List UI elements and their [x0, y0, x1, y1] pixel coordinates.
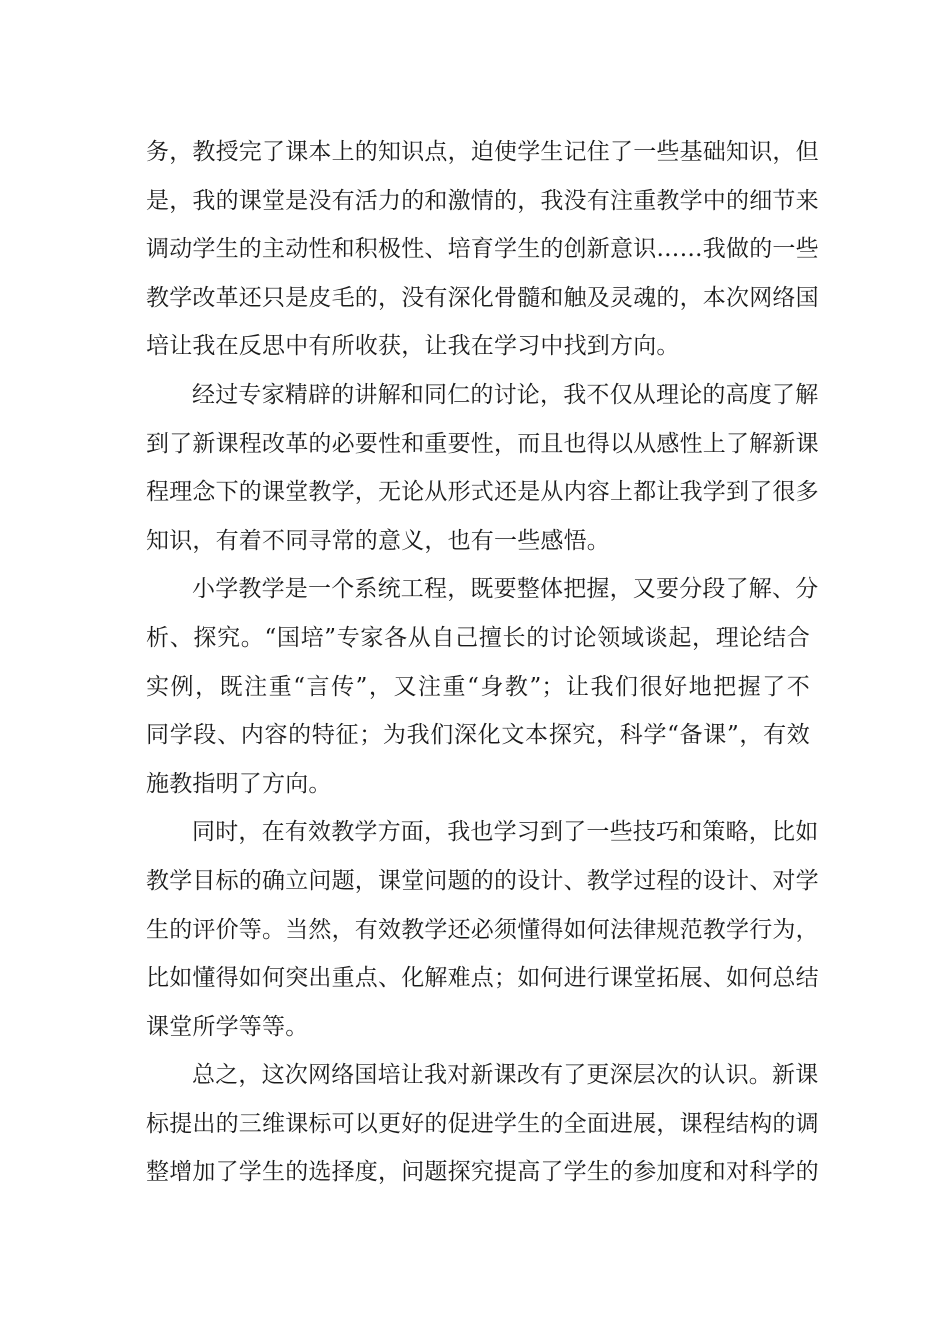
- text-line: 教学目标的确立问题，课堂问题的的设计、教学过程的设计、对学: [146, 867, 819, 894]
- paragraph-first-line: 总之，这次网络国培让我对新课改有了更深层次的认识。新课: [192, 1062, 819, 1089]
- text-line: 实例，既注重“言传”，又注重“身教”；让我们很好地把握了不: [146, 673, 810, 700]
- paragraph-first-line: 经过专家精辟的讲解和同仁的讨论，我不仅从理论的高度了解: [192, 381, 819, 408]
- document-body: [146, 128, 819, 1197]
- text-line: 课堂所学等等。: [146, 1013, 309, 1040]
- paragraph-first-line: 小学教学是一个系统工程，既要整体把握，又要分段了解、分: [192, 576, 819, 603]
- paragraph-first-line: 同时，在有效教学方面，我也学习到了一些技巧和策略，比如: [192, 819, 819, 846]
- text-line: 整增加了学生的选择度，问题探究提高了学生的参加度和对科学的: [146, 1159, 819, 1186]
- text-line: 析、探究。“国培”专家各从自己擅长的讨论领域谈起，理论结合: [146, 624, 810, 651]
- text-line: 知识，有着不同寻常的意义，也有一些感悟。: [146, 527, 610, 554]
- text-line: 是，我的课堂是没有活力的和激情的，我没有注重教学中的细节来: [146, 187, 819, 214]
- text-line: 教学改革还只是皮毛的，没有深化骨髓和触及灵魂的，本次网络国: [146, 284, 819, 311]
- text-line: 施教指明了方向。: [146, 770, 332, 797]
- text-line: 调动学生的主动性和积极性、培育学生的创新意识……我做的一些: [146, 236, 819, 263]
- text-line: 标提出的三维课标可以更好的促进学生的全面进展，课程结构的调: [146, 1110, 819, 1137]
- text-line: 务，教授完了课本上的知识点，迫使学生记住了一些基础知识，但: [146, 139, 819, 165]
- text-line: 生的评价等。当然，有效教学还必须懂得如何法律规范教学行为，: [146, 916, 819, 943]
- text-line: 到了新课程改革的必要性和重要性，而且也得以从感性上了解新课: [146, 430, 819, 457]
- text-line: 比如懂得如何突出重点、化解难点；如何进行课堂拓展、如何总结: [146, 965, 819, 992]
- text-line: 培让我在反思中有所收获，让我在学习中找到方向。: [146, 333, 680, 360]
- text-line: 程理念下的课堂教学，无论从形式还是从内容上都让我学到了很多: [146, 479, 819, 506]
- text-line: 同学段、内容的特征；为我们深化文本探究，科学“备课”，有效: [146, 722, 810, 749]
